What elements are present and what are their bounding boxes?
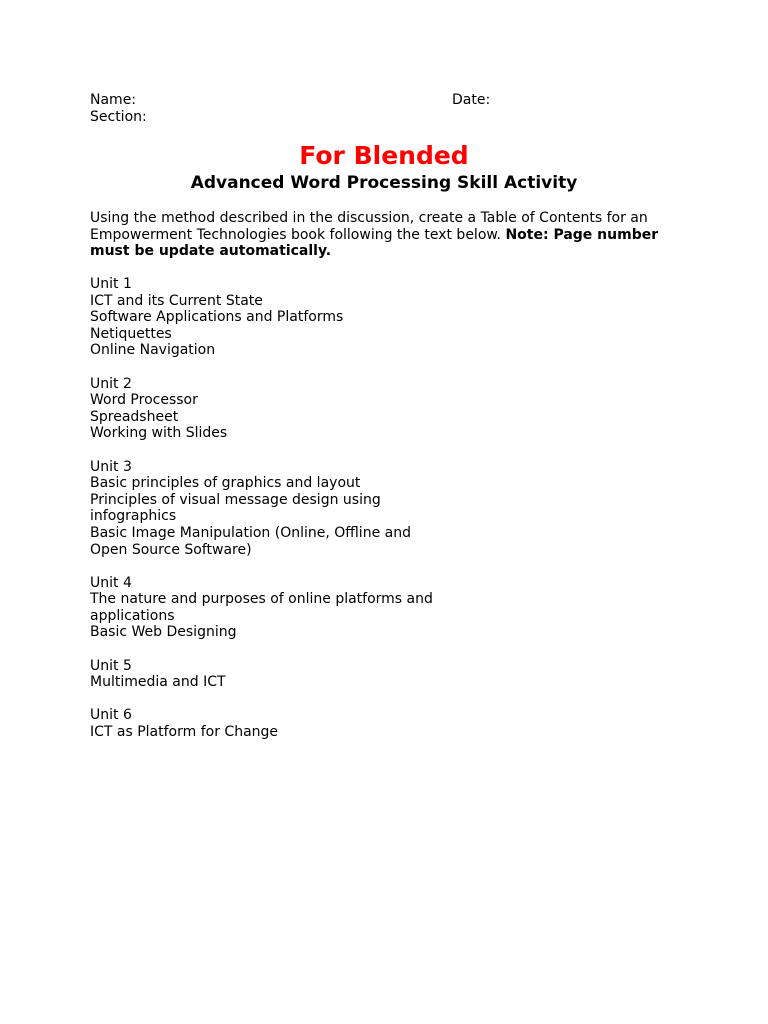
unit-topic: ICT and its Current State bbox=[90, 292, 263, 309]
unit-topic: Software Applications and Platforms bbox=[90, 309, 344, 326]
student-info-header bbox=[90, 92, 690, 125]
unit-topic: Working with Slides bbox=[90, 425, 228, 442]
section-row bbox=[90, 109, 690, 126]
name-date-row bbox=[90, 92, 690, 109]
instructions-note: Note: Page number must be update automatically. bbox=[90, 226, 659, 260]
unit-list bbox=[90, 276, 435, 757]
unit-topic: Online Navigation bbox=[90, 342, 216, 359]
unit-title: Unit 3 bbox=[90, 458, 132, 475]
unit-topic: Word Processor bbox=[90, 392, 198, 409]
unit-title: Unit 4 bbox=[90, 574, 132, 591]
unit-topic: ICT as Platform for Change bbox=[90, 724, 279, 741]
name-label: Name: bbox=[90, 92, 137, 108]
unit-topic: Netiquettes bbox=[90, 325, 172, 342]
unit-block bbox=[90, 276, 435, 359]
unit-block bbox=[90, 575, 435, 641]
unit-block bbox=[90, 658, 435, 691]
unit-topic: Basic principles of graphics and layout bbox=[90, 475, 361, 492]
unit-title: Unit 1 bbox=[90, 276, 132, 292]
date-label: Date: bbox=[452, 92, 491, 108]
activity-title: Advanced Word Processing Skill Activity bbox=[190, 173, 578, 193]
unit-block bbox=[90, 376, 435, 442]
instructions-paragraph bbox=[90, 210, 670, 260]
section-label: Section: bbox=[90, 108, 147, 125]
unit-topic: Principles of visual message design using infographics bbox=[90, 491, 381, 525]
page-title: For Blended bbox=[299, 141, 469, 170]
unit-topic: Multimedia and ICT bbox=[90, 674, 226, 691]
unit-topic: Basic Web Designing bbox=[90, 624, 237, 641]
unit-block bbox=[90, 707, 435, 740]
unit-title: Unit 6 bbox=[90, 707, 132, 724]
unit-topic: Basic Image Manipulation (Online, Offline and Open Source Software) bbox=[90, 524, 411, 558]
unit-title: Unit 5 bbox=[90, 657, 132, 674]
unit-topic: Spreadsheet bbox=[90, 408, 179, 425]
unit-title: Unit 2 bbox=[90, 375, 132, 392]
instructions-text: Using the method described in the discussion, create a Table of Contents for an Empowerment Technologies book following the text below. bbox=[90, 210, 648, 243]
unit-block bbox=[90, 459, 435, 559]
unit-topic: The nature and purposes of online platforms and applications bbox=[90, 591, 433, 624]
